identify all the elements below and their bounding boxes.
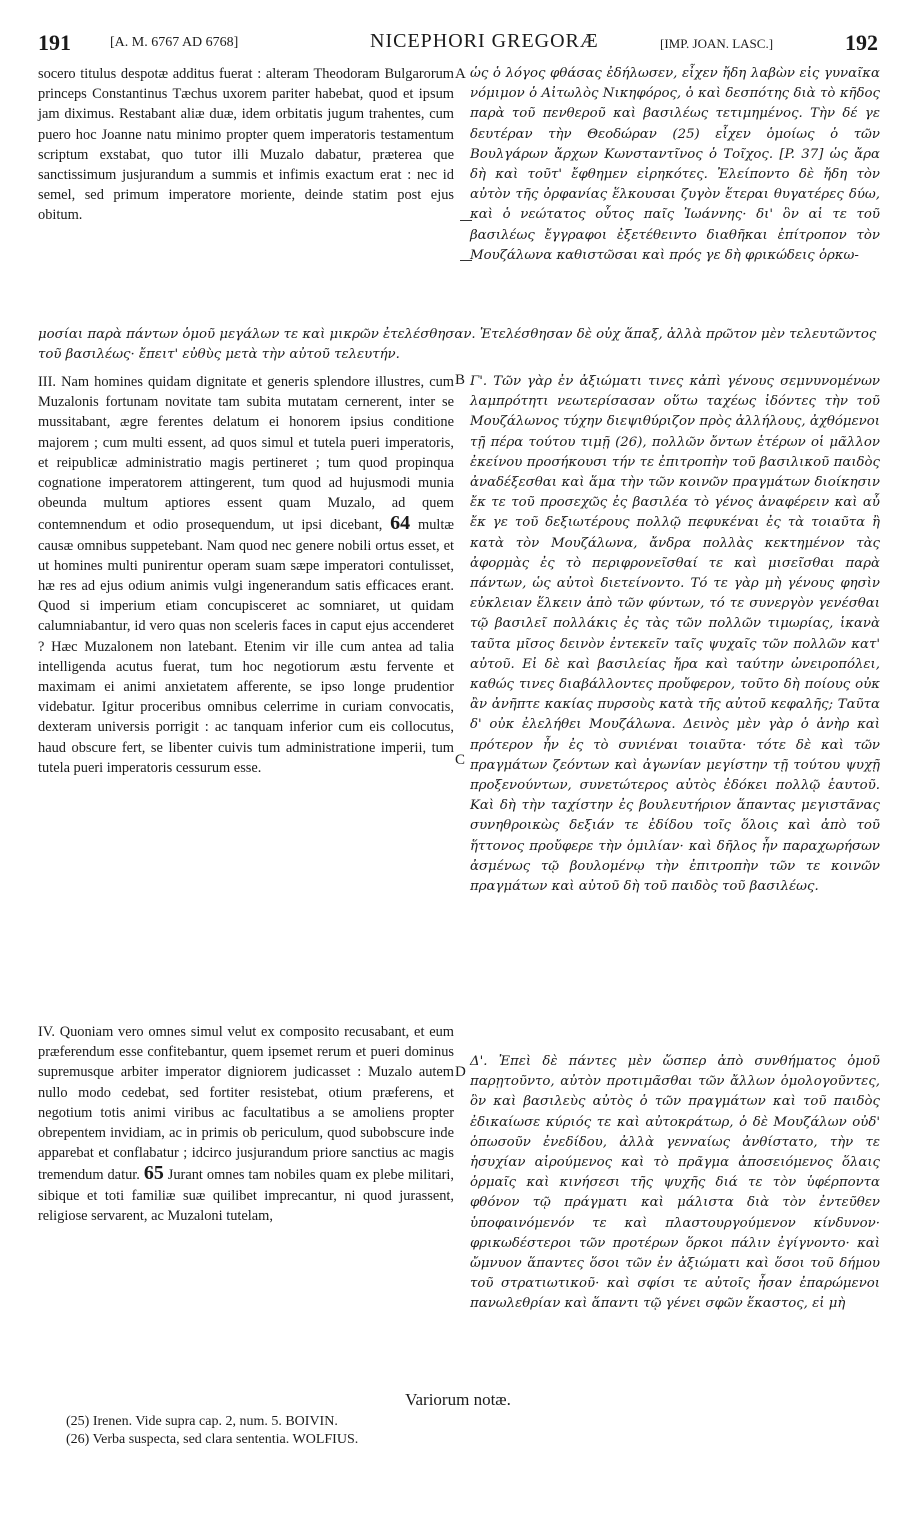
latin-column-block-1 <box>38 64 454 226</box>
emperor-reference: [IMP. JOAN. LASC.] <box>660 36 774 51</box>
latin-paragraph-iv <box>38 1022 454 1226</box>
greek-paragraph: ὡς ὁ λόγος φθάσας ἐδήλωσεν, εἶχεν ἤδη λαβὼν εἰς γυναῖκα νόμιμον ὁ Αἰτωλὸς Νικηφόρος, ὁ καὶ δεσπότης διὰ τὸ κῆδος παρὰ τοῦ πενθεροῦ καὶ βασιλέως τετιμημένος. Τὴν δέ γε δευτέραν τὴν Θεοδώραν (25) εἶχεν ὁμοίως ὁ τῶν Βουλγάρων ἄρχων Κωνσταντῖνος ὁ Τοῖχος. [P. 37] ὡς ἄρα δὴ καὶ τοῦτ' ἔφθημεν εἰρηκότες. Ἐλείποντο δὲ ἤδη τὸν αὐτὸν τῆς ὀρφανίας ἕλκουσαι ζυγὸν ἕτεραι θυγατέρες δύω, καὶ ὁ νεώτατος οὗτος παῖς Ἰωάννης· δι' ὃν αἱ τε τοῦ βασιλέως ἔγγραφοι ἐξετέθειντο διαθῆκαι ἐπίτροπον τὸν Μουζάλωνα καθιστῶσαι καὶ πρός γε δὴ φρικώδεις ὁρκω- <box>470 66 880 263</box>
latin-column-block-3 <box>38 1022 454 1226</box>
latin-paragraph: socero titulus despotæ additus fuerat : alteram Theodoram Bulgarorum princeps Constantinus Tæchus uxorem pariter habebat, quod et ipsum jam diximus. Restabant aliæ duæ, idem orbitatis jugum trahentes, cum puero hoc Joanne natu minimo propter quem imperatoris testamentum scriptum exstabat, quo tutor illi Muzalo dabatur, præterea que sanctissimum jusjurandum a summis et infimis exactum erat : nec id semel, sed primum imperatore moriente, deinde statim post ejus obitum. <box>38 66 454 224</box>
margin-marker-b: B <box>455 372 466 388</box>
margin-marker-d: D <box>455 1064 466 1080</box>
latin-text: III. Nam homines quidam dignitate et generis splendore illustres, cum Muzalonis fortunam novitate tam subita mutatam cernerent, inter se mussitabant, ægre ferentes delatum ei honorem ipsius conditione majorem ; cum multi essent, ad quos simul et tutela pueri imperatoris, et reipublicæ administratio magis pertineret ; tum quod propinqua cognatione imperatorem attingerent, tum quod ad hujusmodi munia obeunda multum aptiores essent quam Muzalo, ad quem contemnendum et odio prosequendum, ut ipsi dicebant, <box>38 374 454 534</box>
margin-marker-c: C <box>455 752 466 768</box>
left-page-number: 191 <box>38 30 71 55</box>
note-item: (26) Verba suspecta, sed clara sententia. WOLFIUS. <box>66 1432 359 1447</box>
note-item: (25) Irenen. Vide supra cap. 2, num. 5. BOIVIN. <box>66 1414 338 1429</box>
year-range: [A. M. 6767 AD 6768] <box>110 35 239 50</box>
latin-column-block-2 <box>38 372 454 778</box>
greek-fullwidth-line: μοσίαι παρὰ πάντων ὁμοῦ μεγάλων τε καὶ μικρῶν ἐτελέσθησαν. Ἐτελέσθησαν δὲ οὐχ ἅπαξ, ἀλλὰ πρῶτον μὲν τελευτῶντος τοῦ βασιλέως· ἔπειτ' εὐθὺς μετὰ τὴν αὐτοῦ τελευτήν. <box>38 327 877 363</box>
greek-column-block-2 <box>470 372 880 897</box>
right-page-number: 192 <box>845 30 878 55</box>
latin-text: multæ causæ omnibus suppetebant. Nam quod nec genere nobili ortus esset, et ut homines multi punirentur operam suam sæpe imperatori contulisset, hæ res ad ejus odium animis vulgi ingenerandum satis efficaces erant. Quod si imperium etiam concupisceret ac somniaret, ut quidam calumniabantur, id vero quas non sceleris faces in caput ejus accenderet ? Hæc Muzalonem non latebant. Etenim vir ille cum antea ad talia intelligenda acutus fuerat, tum hoc negotiorum æstu fervente et maximam ei animi anxietatem afferente, se ipso longe prudentior videbatur. Igitur proceribus omnibus celerrime in curiam convocatis, dexteram universis porrigit : ac tanquam inferior cum eis collocutus, haud obscure fert, se libenter cuivis tum administratione imperii, tum tutela pueri imperatoris cessurum esse. <box>38 517 454 776</box>
page-mark: 65 <box>143 1162 164 1185</box>
running-title: NICEPHORI GREGORÆ <box>370 30 599 52</box>
greek-column-block-3 <box>470 1052 880 1315</box>
greek-paragraph-delta: Δ'. Ἐπεὶ δὲ πάντες μὲν ὥσπερ ἀπὸ συνθήματος ὁμοῦ παρῃτοῦντο, αὐτὸν προτιμᾶσθαι τῶν ἄλλων ὁμολογοῦντες, ὃν καὶ βασιλεὺς αὐτὸς ὁ τῶν πραγμάτων καὶ τοῦ παιδὸς ἐδικαίωσε κύριός τε καὶ αὐτοκράτωρ, ὁ δὲ Μουζάλων οὐδ' ὁπωσοῦν ἐνεδίδου, ἀλλὰ γενναίως ἀνθίστατο, τὴν τε ἡσυχίαν αἱρούμενος καὶ τὸ πρᾶγμα ἀποσειόμενος ὅλαις ὁρμαῖς καὶ κινήσεσι τῆς ψυχῆς διά τε τὸν ὑφέρποντα φθόνον τῷ πράγματι καὶ μάλιστα διὰ τὸν ἐντεῦθεν ὑποφαινόμενόν τε καὶ πλαστουργούμενον κίνδυνον· φρικωδέστεροι τῶν προτέρων ὅρκοι πάλιν ἐγίγνοντο· καὶ ὤμνυον ἅπαντες ὅσοι τῶν ἐν ἀξιώματι καὶ ὅσοι τοῦ δήμου τοῦ στρατιωτικοῦ· καὶ σφίσι τε αὐτοῖς ἦσαν ἐπαρώμενοι πανωλεθρίαν καὶ ἅπαντι τῷ γένει σφῶν ἕκαστος, εἰ μὴ <box>470 1054 880 1312</box>
latin-text: IV. Quoniam vero omnes simul velut ex composito recusabant, et eum præferendum esse confitebantur, quem ipsemet rerum et pueri dominus supremusque arbiter imperator digniorem judicasset : Muzalo autem nullo modo cedebat, sed fortiter resistebat, otium præferens, et negotium totis animi viribus ac facultatibus a se amoliens propter obrepentem invidiam, ac in primis ob periculum, quod subobscure inde apparebat et conflabatur ; idcirco jusjurandum priore sanctius ac magis tremendum datur. <box>38 1024 454 1184</box>
margin-marker-a: A <box>455 66 466 82</box>
latin-paragraph-iii <box>38 372 454 778</box>
column-divider-tick <box>460 220 472 221</box>
greek-column-block-1 <box>470 64 880 266</box>
latin-text: Jurant omnes tam nobiles quam ex plebe militari, sibique et toti familiæ suæ quilibet imprecantur, ni quod jurassent, religiose servarent, ac Muzaloni tutelam, <box>38 1167 454 1224</box>
greek-paragraph-gamma: Γ'. Τῶν γὰρ ἐν ἀξιώματι τινες κἀπὶ γένους σεμνυνομένων λαμπρότητι νεωτερίσασαν οὕτω ταχέως ἰδόντες τὴν τοῦ Μουζάλωνος τύχην διεψιθύριζον πρὸς ἀλλήλους, ἀχθόμενοι τῇ πέρα τούτου τιμῇ (26), πολλῶν ὄντων ἑτέρων οἱ μᾶλλον ἐκείνου προσήκουσι τήν τε ἐπιτροπὴν τοῦ βασιλικοῦ παιδὸς ἀναδέξεσθαι καὶ ἅμα τὴν τῶν κοινῶν πραγμάτων διοίκησιν ἔκ τε τοῦ προσεχῶς ἐς βασιλέα τὸ γένος ἀναφέρειν καὶ αὖ ἔκ γε τοῦ δεξιωτέρους πολλῷ πεφυκέναι ἐς τὰ τοιαῦτα ἢ κατὰ τὸν Μουζάλωνα, ἄνδρα πολλὰς κεκτημένον τὰς ἀφορμὰς ἐς τὸ περιφρονεῖσθαί τε καὶ μισεῖσθαι παρὰ πάντων, ὡς αὐτοὶ διετείνοντο. Τό τε γὰρ μὴ γένους φησὶν εὐκλειαν ἕλκειν ἀπὸ τῶν φύντων, τό τε συνεργὸν γενέσθαι τῷ βασιλεῖ πολλάκις ἐς τὰς τῶν πολλῶν τιμωρίας, ἱκανὰ ταῦτα μῖσος δεινὸν ἐντεκεῖν ταῖς ψυχαῖς τῶν πολλῶν κατ' αὐτοῦ. Εἰ δὲ καὶ βασιλείας ἤρα καὶ ταύτην ὠνειροπόλει, καθώς τινες διαβάλλοντες προὔφερον, τοῦτο δὴ ποίους οὐκ ἂν ἀνῆπτε κακίας πυρσοὺς κατὰ τῆς αὐτοῦ κεφαλῆς; Ταῦτα δ' οὐκ ἐλελήθει Μουζάλωνα. Δεινὸς μὲν γὰρ ὁ ἀνὴρ καὶ πρότερον ἦν ἐς τὸ συνιέναι τοιαῦτα· τότε δὲ καὶ τῶν πραγμάτων ζεόντων καὶ ἀγωνίαν μεγίστην τῇ τούτου ψυχῇ προξενούντων, συνετώτερος αὐτὸς ἐδόκει πολλῷ ἑαυτοῦ. Καὶ δὴ τὴν ταχίστην ἐς βουλευτήριον ἅπαντας μεγιστᾶνας συνηθροικὼς δεξιάν τε ἐδίδου τοῖς ὅλοις καὶ ἀπὸ τοῦ ἥττονος προὔφερε τὴν ὁμιλίαν· καὶ δῆλος ἦν παραχωρήσων ἀσμένως τῷ βουλομένῳ τὴν ἐπιτροπὴν τῶν τε κοινῶν πραγμάτων καὶ αὐτοῦ δὴ τοῦ παιδὸς τοῦ βασιλέως. <box>470 374 880 895</box>
running-header <box>30 30 886 56</box>
notes-list <box>66 1413 358 1449</box>
notes-title: Variorum notæ. <box>405 1390 511 1409</box>
page-mark: 64 <box>390 512 411 535</box>
column-divider-tick <box>460 260 472 261</box>
